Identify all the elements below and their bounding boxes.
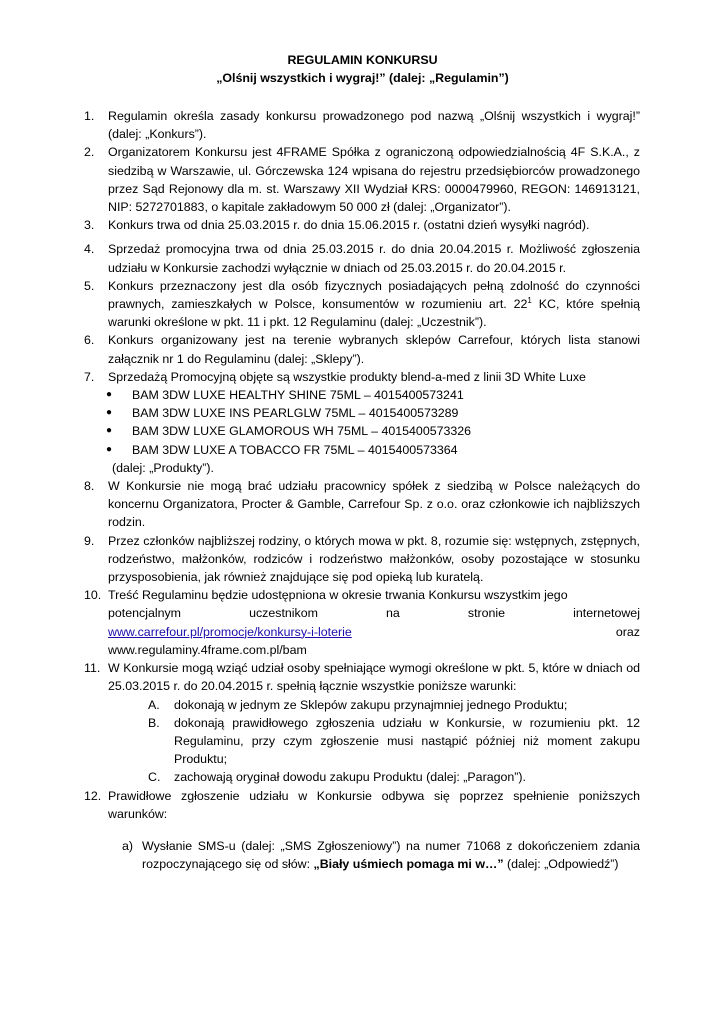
rule-number: 12. [84,788,102,803]
rule-text: Przez członków najbliższej rodziny, o których mowa w pkt. 8, rozumie się: wstępnych, zstępnych, rodzeństwo, małżonków, rodziców i rodzeństwo małżonków, osoby pozostające w stosunku przysposobienia, jak również znajdujące się pod opieką lub kuratelą. [108,533,640,585]
rule-item-10 [84,586,640,659]
product-text: BAM 3DW LUXE HEALTHY SHINE 75ML – 4015400573241 [132,388,464,403]
rule-text: Regulamin określa zasady konkursu prowadzonego pod nazwą „Olśnij wszystkich i wygraj!” (dalej: „Konkurs”). [108,109,640,142]
list-item [84,696,640,714]
condition-letter: C. [148,770,161,785]
rule-number: 9. [84,533,95,548]
rule-number: 1. [84,109,95,123]
list-item [84,422,640,440]
rule-text-line [108,623,640,641]
word: potencjalnym [108,606,182,621]
rule-text: Konkurs organizowany jest na terenie wybranych sklepów Carrefour, których lista stanowi załącznik nr 1 do Regulaminu (dalej: „Sklepy”). [108,333,640,366]
rule-item-6 [84,331,640,367]
rule-text-part: Konkurs przeznaczony jest dla osób fizycznych posiadających pełną zdolność do czynności prawnych, zamieszkałych w Polsce, konsumentów w rozumieniu art. 22 [108,278,640,312]
word: na [386,606,400,621]
rule-item-2 [84,143,640,216]
products-note: (dalej: „Produkty”). [112,460,214,475]
rule-item-11 [84,659,640,695]
list-item [84,768,640,786]
rule-item-7 [84,368,640,386]
rule-item-12 [84,787,640,823]
rule-text: Prawidłowe zgłoszenie udziału w Konkursie odbywa się poprzez spełnienie poniższych warunków: [108,788,640,821]
rule-text: Sprzedażą Promocyjną objęte są wszystkie produkty blend-a-med z linii 3D White Luxe [108,369,586,384]
rule-number: 11. [84,661,101,676]
rule-text: Sprzedaż promocyjna trwa od dnia 25.03.2015 r. do dnia 20.04.2015 r. Możliwość zgłoszenia udziału w Konkursie zachodzi wyłącznie w dniach od 25.03.2015 r. do 20.04.2015 r. [108,242,640,275]
bullet-icon: ● [106,389,113,401]
rule-text: Konkurs trwa od dnia 25.03.2015 r. do dnia 15.06.2015 r. (ostatni dzień wysyłki nagród). [108,218,590,233]
rule-item-8 [84,477,640,532]
rule-item-9 [84,532,640,587]
condition-text: zachowają oryginał dowodu zakupu Produktu (dalej: „Paragon”). [174,770,526,785]
bullet-icon: ● [106,425,113,437]
product-text: BAM 3DW LUXE INS PEARLGLW 75ML – 4015400573289 [132,406,459,421]
rule-item-5 [84,277,640,332]
rule-text [108,277,640,332]
rule-text-line [108,604,640,622]
word: internetowej [573,606,640,621]
step-text-bold: „Biały uśmiech pomaga mi w…” [313,857,504,872]
list-item [84,386,640,404]
word: stronie [467,606,506,621]
list-item [84,441,640,459]
carrefour-link[interactable]: www.carrefour.pl/promocje/konkursy-i-loterie [108,624,352,639]
product-text: BAM 3DW LUXE GLAMOROUS WH 75ML – 4015400573326 [132,424,472,439]
rule-text: W Konkursie nie mogą brać udziału pracownicy spółek z siedzibą w Polsce należących do koncernu Organizatora, Procter & Gamble, Carrefour Sp. z o.o. oraz członkowie ich najbliższych rodzin. [108,479,640,530]
word: uczestnikom [249,606,318,621]
condition-text: dokonają w jednym ze Sklepów zakupu przynajmniej jednego Produktu; [174,697,568,712]
step-letter: a) [122,838,134,853]
condition-letter: B. [148,715,160,730]
bullet-icon: ● [106,407,113,419]
condition-letter: A. [148,697,160,712]
condition-text: dokonają prawidłowego zgłoszenia udziału w Konkursie, w rozumieniu pkt. 12 Regulaminu, przy czym zgłoszenie musi nastąpić później niż moment zakupu Produktu; [174,715,640,767]
step-text-part: Wysłanie SMS-u (dalej: „SMS Zgłoszeniowy”) na numer 71068 z dokończeniem zdania rozpoczynającego się od słów: [142,838,640,872]
list-item [84,714,640,769]
rule-text [108,586,640,659]
rule-number: 10. [84,588,102,603]
rule-number: 3. [84,218,95,233]
rule-text: Organizatorem Konkursu jest 4FRAME Spółka z ograniczoną odpowiedzialnością 4F S.K.A., z siedzibą w Warszawie, ul. Górczewska 124 wpisana do rejestru przedsiębiorców prowadzonego przez Sąd Rejonowy dla m. st. Warszawy XII Wydział KRS: 0000479960, REGON: 146913121, NIP: 5272701883, o kapitale zakładowym 50 000 zł (dalej: „Organizator”). [108,145,640,215]
rules-list [84,107,640,873]
regulamin-url: www.regulaminy.4frame.com.pl/bam [108,642,307,657]
rule-text-part: KC, które spełnią warunki określone w pkt. 11 i pkt. 12 Regulaminu (dalej: „Uczestnik”). [108,297,641,330]
rule-number: 5. [84,278,95,293]
rule-number: 4. [84,242,95,257]
step-text [142,837,640,873]
bullet-icon: ● [106,443,113,455]
document-title: REGULAMIN KONKURSU [287,53,438,67]
rule-item-3 [84,216,640,234]
rule-text-line: Treść Regulaminu będzie udostępniona w okresie trwania Konkursu wszystkim jego [108,588,568,603]
list-item [84,404,640,422]
rule-number: 7. [84,369,95,384]
rule-number: 6. [84,333,95,348]
rule-text: W Konkursie mogą wziąć udział osoby spełniające wymogi określone w pkt. 5, które w dniach od 25.03.2015 r. do 20.04.2015 r. spełnią łącznie wszystkie poniższe warunki: [108,661,640,694]
rule-number: 2. [84,145,95,160]
rule-item-4 [84,240,640,276]
superscript: 1 [527,295,532,305]
product-list [84,386,640,459]
conditions-list [84,696,640,787]
document-subtitle: „Olśnij wszystkich i wygraj!” (dalej: „Regulamin”) [216,71,509,85]
step-text-part: (dalej: „Odpowiedź”) [503,857,619,872]
list-item [84,837,640,873]
product-text: BAM 3DW LUXE A TOBACCO FR 75ML – 4015400573364 [132,442,458,457]
word: oraz [615,624,640,639]
rule-item-1 [84,107,640,143]
rule-number: 8. [84,479,95,494]
